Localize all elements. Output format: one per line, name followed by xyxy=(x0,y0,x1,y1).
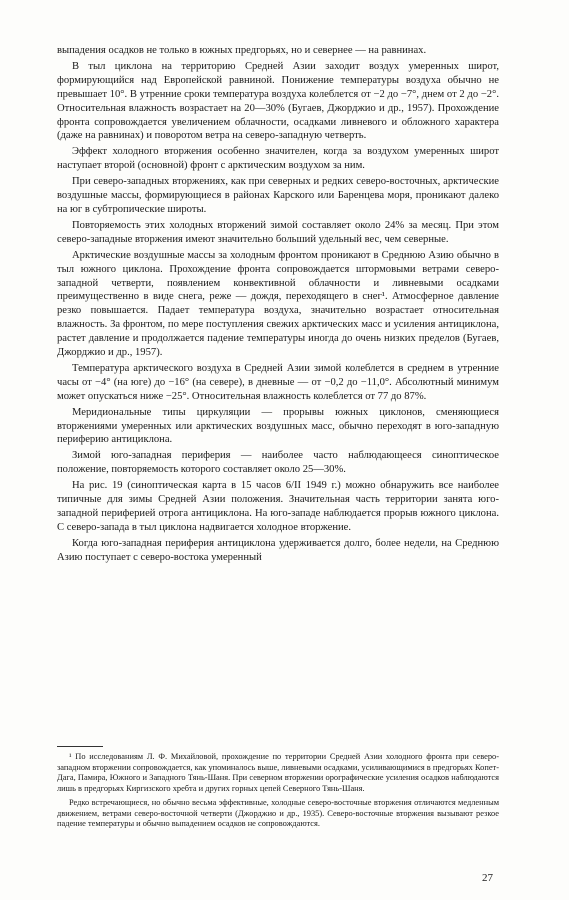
main-text xyxy=(57,44,499,567)
paragraph: выпадения осадков не только в южных предгорьях, но и севернее — на равнинах. xyxy=(57,45,427,56)
page-number: 27 xyxy=(482,872,493,884)
paragraph: На рис. 19 (синоптическая карта в 15 часов 6/II 1949 г.) можно обнаружить все наиболее типичные для зимы Средней Азии положения. Значительная часть территории занята юго-западной периферией отрога антициклона. На юго-западе наблюдается прорыв южного циклона. С северо-запада в тыл циклона надвигается холодное вторжение. xyxy=(57,480,499,533)
paragraph: Эффект холодного вторжения особенно значителен, когда за воздухом умеренных широт наступает второй (основной) фронт с арктическим воздухом за ним. xyxy=(57,146,499,172)
footnotes xyxy=(57,752,499,833)
paragraph: Температура арктического воздуха в Средней Азии зимой колеблется в среднем в утренние часы от −4° (на юге) до −16° (на севере), в дневные — от −0,2 до −11,0°. Абсолютный минимум может опускаться ниже −25°. Относительная влажность колеблется от 77 до 87%. xyxy=(57,362,499,402)
paragraph: Повторяемость этих холодных вторжений зимой составляет около 24% за месяц. При этом северо-западные вторжения имеют значительно больший удельный вес, чем северные. xyxy=(57,219,499,245)
paragraph: При северо-западных вторжениях, как при северных и редких северо-восточных, арктические воздушные массы, формирующиеся в районах Карского или Баренцева моря, проникают далеко на юг в субтропические широты. xyxy=(57,176,499,215)
paragraph: Меридиональные типы циркуляции — прорывы южных циклонов, сменяющиеся вторжениями умеренных или арктических воздушных масс, обычно переходят в юго-западную периферию антициклона. xyxy=(57,406,499,446)
paragraph: В тыл циклона на территорию Средней Азии заходит воздух умеренных широт, формирующийся над Европейской равниной. Понижение температуры воздуха обычно не превышает 10°. В утренние сроки температура воздуха колеблется от −2 до −7°, днем от 2 до −2°. Относительная влажность возрастает на 20—30% (Бугаев, Джорджио и др., 1957). Прохождение фронта сопровождается увеличением облачности, осадками ливневого и обложного характера (даже на равнинах) и поворотом ветра на северо-западную четверть. xyxy=(57,60,499,142)
paragraph: Когда юго-западная периферия антициклона удерживается долго, более недели, на Среднюю Азию поступает с северо-востока умеренный xyxy=(57,537,499,563)
footnote-divider xyxy=(57,746,103,747)
paragraph: Арктические воздушные массы за холодным фронтом проникают в Среднюю Азию обычно в тыл южного циклона. Прохождение фронта сопровождается штормовыми ветрами северо-западной четверти, появлением конвективной облачности и ливневыми осадками преимущественно в виде снега, реже — дождя, переходящего в снег¹. Атмосферное давление резко повышается. Падает температура воздуха, значительно возрастает относительная влажность. За фронтом, по мере поступления свежих арктических масс и усиления антициклона, растет давление и продолжается падение температуры иногда до очень низких пределов (Бугаев, Джорджио и др., 1957). xyxy=(57,249,499,359)
paragraph: Зимой юго-западная периферия — наиболее часто наблюдающееся синоптическое положение, повторяемость которого составляет около 25—30%. xyxy=(57,450,499,476)
footnote: Редко встречающиеся, но обычно весьма эффективные, холодные северо-восточные вторжения отличаются медленным движением, ветрами северо-восточной четверти (Джорджио и др., 1935). Северо-восточные вторжения вызывают резкое падение температуры и обычно выпадением осадков не сопровождаются. xyxy=(57,797,499,829)
footnote: ¹ По исследованиям Л. Ф. Михайловой, прохождение по территории Средней Азии холодного фронта при северо-западном вторжении сопровождается, как упоминалось выше, ливневыми осадками, усиливающимися в предгорьях Копет-Дага, Памира, Южного и Западного Тянь-Шаня. При северном вторжении орографические усиления осадков наблюдаются лишь в предгорьях Киргизского хребта и других горных цепей Северного Тянь-Шаня. xyxy=(57,752,499,794)
